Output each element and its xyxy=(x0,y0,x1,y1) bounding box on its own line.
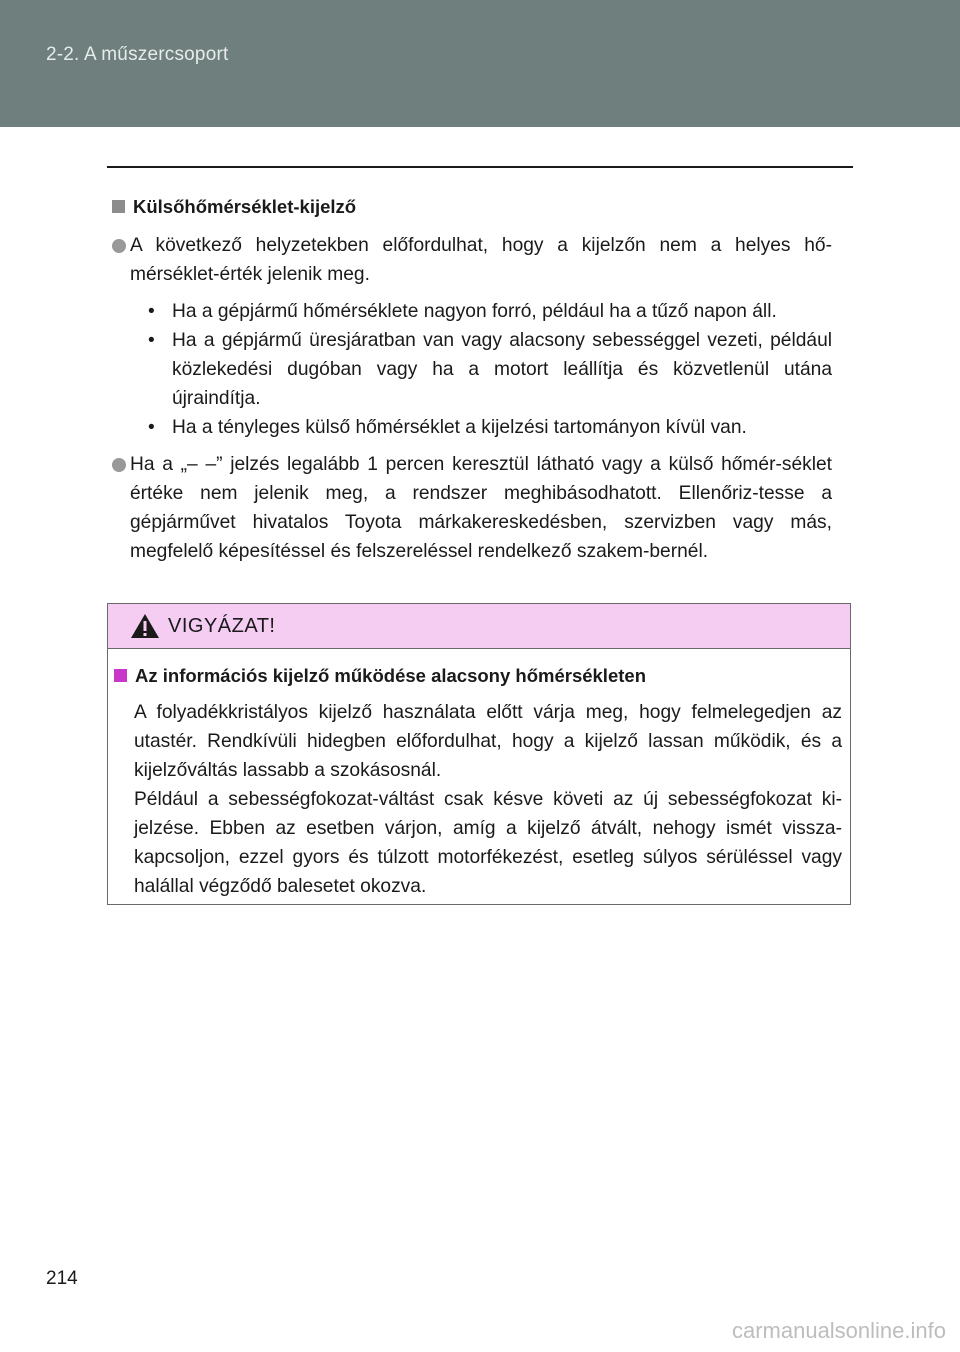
caution-body xyxy=(108,649,850,901)
warning-triangle-icon xyxy=(130,613,160,639)
caution-box xyxy=(107,603,851,905)
list-item xyxy=(112,450,832,566)
circle-bullet-icon xyxy=(112,239,126,253)
caution-paragraph: Például a sebességfokozat-váltást csak késve követi az új sebességfokozat ki-jelzése. Ebben az esetben várjon, amíg a kijelző átvált, nehogy ismét vissza-kapcsoljon, ezzel gyors és túlzott motorfékezést, esetleg súlyos sérüléssel vagy halállal végződő balesetet okozva. xyxy=(134,789,842,897)
sub-item-text: Ha a gépjármű hőmérséklete nagyon forró, például ha a tűző napon áll. xyxy=(172,301,777,322)
dot-bullet-icon: • xyxy=(148,417,155,438)
circle-bullet-icon xyxy=(112,458,126,472)
section-heading xyxy=(112,193,832,219)
sub-list-item xyxy=(148,413,832,442)
dot-bullet-icon: • xyxy=(148,301,155,322)
sub-item-text: Ha a tényleges külső hőmérséklet a kijelzési tartományon kívül van. xyxy=(172,417,747,438)
section-title: Külsőhőmérséklet-kijelző xyxy=(133,195,357,217)
page-number: 214 xyxy=(46,1268,78,1289)
section-divider xyxy=(107,166,853,168)
caution-title: Az információs kijelző működése alacsony hőmérsékleten xyxy=(135,665,646,686)
page-header xyxy=(0,0,960,127)
square-bullet-icon xyxy=(112,200,125,213)
dot-bullet-icon: • xyxy=(148,330,155,351)
sub-item-text: Ha a gépjármű üresjáratban van vagy alacsony sebességgel vezeti, például közlekedési dugóban vagy ha a motort leállítja és közvetlenül utána újraindítja. xyxy=(172,330,832,409)
list-item xyxy=(112,231,832,442)
watermark: carmanualsonline.info xyxy=(731,1318,946,1343)
bullet-text: Ha a „– –” jelzés legalább 1 percen keresztül látható vagy a külső hőmér-séklet értéke nem jelenik meg, a rendszer meghibásodhatott. Ellenőriz-tesse a gépjárművet hivatalos Toyota márkakereskedésben, szervizben vagy más, megfelelő képesítéssel és felszereléssel rendelkező szakem-bernél. xyxy=(130,454,832,562)
square-bullet-icon xyxy=(114,669,127,682)
caution-header xyxy=(108,604,850,649)
caution-label: VIGYÁZAT! xyxy=(168,614,276,637)
sub-list xyxy=(130,297,832,442)
caution-heading xyxy=(114,661,842,690)
sub-list-item xyxy=(148,297,832,326)
sub-list-item xyxy=(148,326,832,413)
main-content xyxy=(112,193,832,566)
bullet-text: A következő helyzetekben előfordulhat, hogy a kijelzőn nem a helyes hő-mérséklet-érték jelenik meg. xyxy=(130,235,832,285)
caution-paragraph: A folyadékkristályos kijelző használata előtt várja meg, hogy felmelegedjen az utastér. Rendkívüli hidegben előfordulhat, hogy a kijelző lassan működik, és a kijelzőváltás lassabb a szokásosnál. xyxy=(134,702,842,781)
section-breadcrumb: 2-2. A műszercsoport xyxy=(46,44,229,65)
